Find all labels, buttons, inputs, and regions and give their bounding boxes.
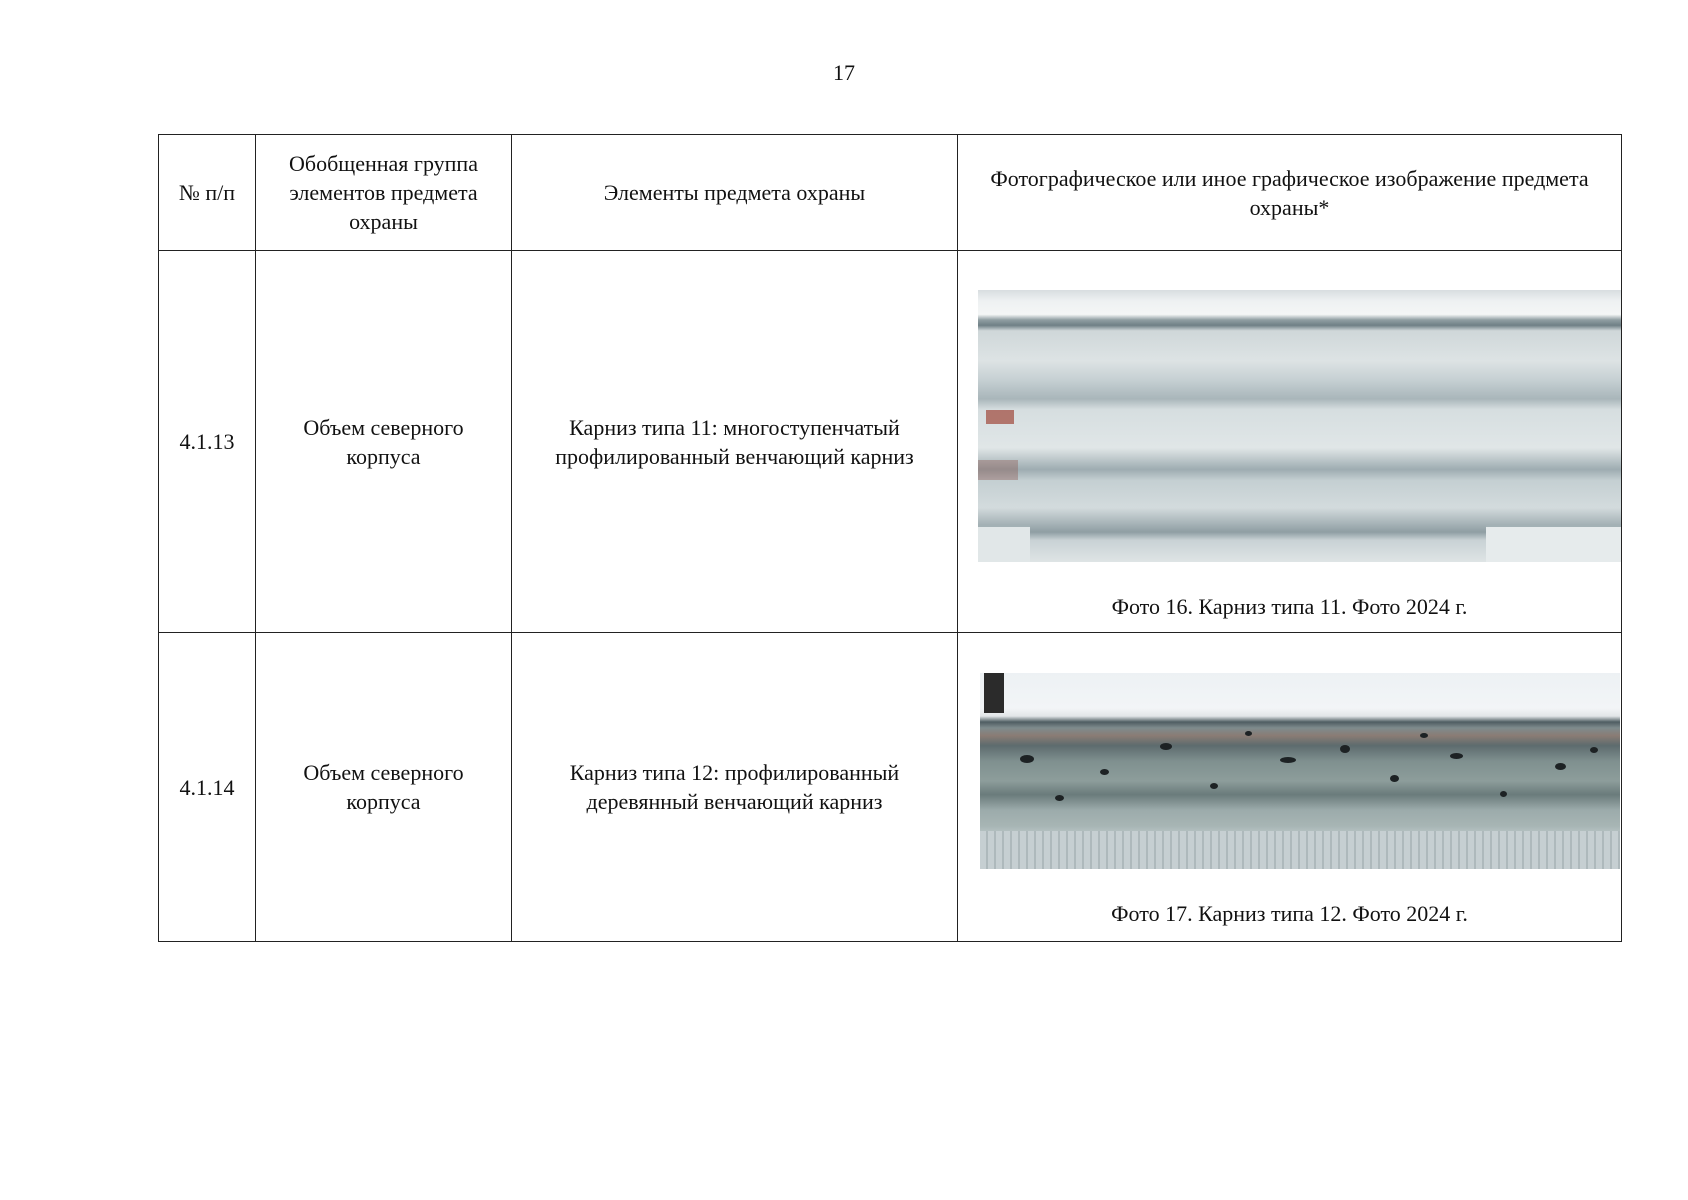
table-header-row [159,135,1622,251]
photo-detail [978,525,1030,562]
photo-detail [984,673,1004,713]
photo-detail [1055,795,1064,801]
photo-detail [1555,763,1566,770]
photo-detail [1390,775,1399,782]
photo-detail [980,831,1620,869]
photo-detail [1500,791,1507,797]
photo-detail [978,460,1018,480]
row-element: Карниз типа 12: профилированный деревянный венчающий карниз [512,633,958,942]
table-row [159,251,1622,633]
photo-detail [1420,733,1428,738]
photo-detail [1450,753,1463,759]
row-group: Объем северного корпуса [256,633,512,942]
photo-detail [1160,743,1172,750]
photo-detail [1590,747,1598,753]
photo-detail [1340,745,1350,753]
protection-table [158,134,1622,942]
photo-caption: Фото 17. Карниз типа 12. Фото 2024 г. [1111,901,1468,926]
cornice-photo [980,673,1620,869]
table-row [159,633,1622,942]
row-photo-cell [958,251,1622,633]
photo-detail [1245,731,1252,736]
header-image: Фотографическое или иное графическое изображение предмета охраны* [958,135,1622,251]
photo-detail [1210,783,1218,789]
row-group: Объем северного корпуса [256,251,512,633]
photo-detail [1020,755,1034,763]
cornice-photo [978,290,1621,562]
row-photo-cell [958,633,1622,942]
photo-detail [1280,757,1296,763]
header-elements: Элементы предмета охраны [512,135,958,251]
photo-caption: Фото 16. Карниз типа 11. Фото 2024 г. [1111,593,1468,619]
page-number: 17 [833,60,855,85]
photo-detail [1100,769,1109,775]
row-number: 4.1.14 [159,633,256,942]
row-number: 4.1.13 [159,251,256,633]
header-group: Обобщенная группа элементов предмета охраны [256,135,512,251]
row-element: Карниз типа 11: многоступенчатый профилированный венчающий карниз [512,251,958,633]
photo-detail [1486,525,1621,562]
photo-detail [986,410,1014,424]
header-number: № п/п [159,135,256,251]
